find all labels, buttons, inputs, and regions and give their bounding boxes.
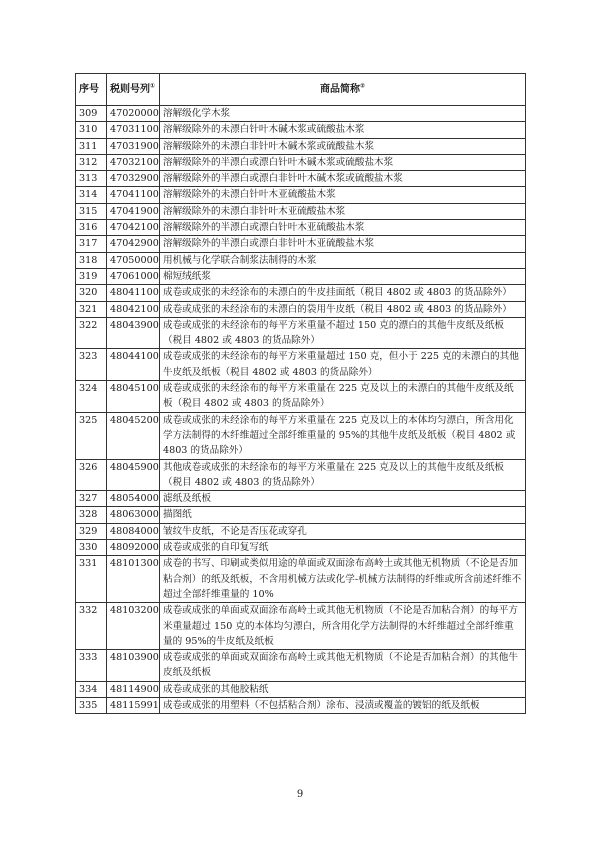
row-product-name: 溶解级除外的半漂白或漂白非针叶木亚硫酸盐木浆 bbox=[160, 236, 526, 252]
table-row bbox=[76, 650, 526, 682]
row-product-name: 成卷或成张的未经涂布的未漂白的牛皮挂面纸（税目 4802 或 4803 的货品除外） bbox=[160, 285, 526, 301]
row-serial-number: 335 bbox=[76, 697, 107, 713]
row-tariff-code: 48101300 bbox=[107, 556, 160, 603]
row-product-name: 描图纸 bbox=[160, 507, 526, 523]
table-row bbox=[76, 540, 526, 556]
row-tariff-code: 48043900 bbox=[107, 317, 160, 349]
table-header-row bbox=[76, 74, 526, 106]
row-product-name: 成卷或成张的单面或双面涂布高岭土或其他无机物质（不论是否加粘合剂）的每平方米重量超过 150 克的本体均匀漂白，所含用化学方法制得的木纤维超过全部纤维重量的 95%的牛皮纸及纸板 bbox=[160, 603, 526, 650]
row-product-name: 溶解级除外的未漂白针叶木碱木浆或硫酸盐木浆 bbox=[160, 122, 526, 138]
row-serial-number: 332 bbox=[76, 603, 107, 650]
row-serial-number: 325 bbox=[76, 412, 107, 459]
row-product-name: 棉短绒纸浆 bbox=[160, 268, 526, 284]
row-tariff-code: 47041100 bbox=[107, 187, 160, 203]
row-tariff-code: 48045100 bbox=[107, 381, 160, 413]
header-product-name: 商品简称② bbox=[160, 74, 526, 106]
row-product-name: 溶解级除外的半漂白或漂白针叶木碱木浆或硫酸盐木浆 bbox=[160, 154, 526, 170]
row-tariff-code: 47050000 bbox=[107, 252, 160, 268]
row-serial-number: 319 bbox=[76, 268, 107, 284]
row-product-name: 溶解级除外的未漂白针叶木亚硫酸盐木浆 bbox=[160, 187, 526, 203]
row-serial-number: 328 bbox=[76, 507, 107, 523]
table-body bbox=[76, 106, 526, 714]
table-row bbox=[76, 349, 526, 381]
row-serial-number: 321 bbox=[76, 301, 107, 317]
row-product-name: 成卷或成张的未经涂布的每平方米重量不超过 150 克的漂白的其他牛皮纸及纸板（税目 4802 或 4803 的货品除外） bbox=[160, 317, 526, 349]
row-tariff-code: 48041100 bbox=[107, 285, 160, 301]
footnote-mark-2: ② bbox=[359, 82, 366, 90]
table-row bbox=[76, 171, 526, 187]
row-serial-number: 326 bbox=[76, 459, 107, 491]
table-row bbox=[76, 106, 526, 122]
tariff-table bbox=[75, 73, 526, 714]
table-row bbox=[76, 459, 526, 491]
row-tariff-code: 48045900 bbox=[107, 459, 160, 491]
table-row bbox=[76, 122, 526, 138]
row-serial-number: 324 bbox=[76, 381, 107, 413]
row-tariff-code: 47042100 bbox=[107, 220, 160, 236]
row-tariff-code: 47042900 bbox=[107, 236, 160, 252]
table-row bbox=[76, 154, 526, 170]
row-serial-number: 315 bbox=[76, 203, 107, 219]
row-tariff-code: 47031900 bbox=[107, 138, 160, 154]
row-tariff-code: 47020000 bbox=[107, 106, 160, 122]
table-row bbox=[76, 523, 526, 539]
row-tariff-code: 47061000 bbox=[107, 268, 160, 284]
header-tariff-code: 税则号列① bbox=[107, 74, 160, 106]
row-product-name: 成卷或成张的未经涂布的每平方米重量超过 150 克，但小于 225 克的未漂白的其他牛皮纸及纸板（税目 4802 或 4803 的货品除外） bbox=[160, 349, 526, 381]
row-serial-number: 316 bbox=[76, 220, 107, 236]
row-tariff-code: 48103900 bbox=[107, 650, 160, 682]
row-serial-number: 317 bbox=[76, 236, 107, 252]
row-tariff-code: 48084000 bbox=[107, 523, 160, 539]
row-serial-number: 334 bbox=[76, 681, 107, 697]
row-serial-number: 330 bbox=[76, 540, 107, 556]
row-product-name: 其他成卷或成张的未经涂布的每平方米重量在 225 克及以上的其他牛皮纸及纸板（税目 4802 或 4803 的货品除外） bbox=[160, 459, 526, 491]
row-product-name: 成卷或成张的单面或双面涂布高岭土或其他无机物质（不论是否加粘合剂）的其他牛皮纸及纸板 bbox=[160, 650, 526, 682]
table-row bbox=[76, 268, 526, 284]
row-product-name: 溶解级化学木浆 bbox=[160, 106, 526, 122]
row-serial-number: 312 bbox=[76, 154, 107, 170]
table-row bbox=[76, 317, 526, 349]
header-serial-number: 序号 bbox=[76, 74, 107, 106]
table-row bbox=[76, 203, 526, 219]
row-product-name: 溶解级除外的未漂白非针叶木碱木浆或硫酸盐木浆 bbox=[160, 138, 526, 154]
row-tariff-code: 48044100 bbox=[107, 349, 160, 381]
table-row bbox=[76, 507, 526, 523]
row-tariff-code: 48045200 bbox=[107, 412, 160, 459]
row-serial-number: 318 bbox=[76, 252, 107, 268]
row-serial-number: 331 bbox=[76, 556, 107, 603]
row-serial-number: 309 bbox=[76, 106, 107, 122]
row-serial-number: 314 bbox=[76, 187, 107, 203]
row-serial-number: 310 bbox=[76, 122, 107, 138]
page-number: 9 bbox=[296, 789, 304, 800]
row-product-name: 溶解级除外的未漂白非针叶木亚硫酸盐木浆 bbox=[160, 203, 526, 219]
table-row bbox=[76, 697, 526, 713]
footnote-mark-1: ① bbox=[150, 82, 156, 90]
table-row bbox=[76, 301, 526, 317]
row-tariff-code: 48115991 bbox=[107, 697, 160, 713]
row-tariff-code: 48092000 bbox=[107, 540, 160, 556]
table-row bbox=[76, 138, 526, 154]
row-product-name: 溶解级除外的半漂白或漂白针叶木亚硫酸盐木浆 bbox=[160, 220, 526, 236]
table-row bbox=[76, 556, 526, 603]
table-row bbox=[76, 236, 526, 252]
row-product-name: 用机械与化学联合制浆法制得的木浆 bbox=[160, 252, 526, 268]
row-tariff-code: 48042100 bbox=[107, 301, 160, 317]
row-serial-number: 311 bbox=[76, 138, 107, 154]
row-product-name: 成卷或成张的未经涂布的未漂白的袋用牛皮纸（税目 4802 或 4803 的货品除外） bbox=[160, 301, 526, 317]
row-tariff-code: 48063000 bbox=[107, 507, 160, 523]
row-tariff-code: 48114900 bbox=[107, 681, 160, 697]
table-row bbox=[76, 381, 526, 413]
table-row bbox=[76, 603, 526, 650]
row-serial-number: 322 bbox=[76, 317, 107, 349]
table-row bbox=[76, 187, 526, 203]
table-row bbox=[76, 412, 526, 459]
row-product-name: 溶解级除外的半漂白或漂白非针叶木碱木浆或硫酸盐木浆 bbox=[160, 171, 526, 187]
table-row bbox=[76, 491, 526, 507]
row-product-name: 成卷或成张的用塑料（不包括粘合剂）涂布、浸渍或覆盖的镀铝的纸及纸板 bbox=[160, 697, 526, 713]
table-row bbox=[76, 681, 526, 697]
row-product-name: 成卷或成张的其他胶粘纸 bbox=[160, 681, 526, 697]
table-row bbox=[76, 220, 526, 236]
row-serial-number: 333 bbox=[76, 650, 107, 682]
table-row bbox=[76, 285, 526, 301]
row-serial-number: 329 bbox=[76, 523, 107, 539]
row-tariff-code: 48103200 bbox=[107, 603, 160, 650]
row-product-name: 成卷或成张的自印复写纸 bbox=[160, 540, 526, 556]
row-tariff-code: 47041900 bbox=[107, 203, 160, 219]
row-tariff-code: 47032100 bbox=[107, 154, 160, 170]
row-tariff-code: 47031100 bbox=[107, 122, 160, 138]
row-serial-number: 313 bbox=[76, 171, 107, 187]
row-serial-number: 320 bbox=[76, 285, 107, 301]
row-product-name: 成卷的书写、印刷或类似用途的单面或双面涂布高岭土或其他无机物质（不论是否加粘合剂）的纸及纸板，不含用机械方法或化学-机械方法制得的纤维或所含前述纤维不超过全部纤维重量的 10% bbox=[160, 556, 526, 603]
table-row bbox=[76, 252, 526, 268]
row-product-name: 成卷或成张的未经涂布的每平方米重量在 225 克及以上的本体均匀漂白，所含用化学方法制得的木纤维超过全部纤维重量的 95%的其他牛皮纸及纸板（税目 4802 或 4803 的货品除外） bbox=[160, 412, 526, 459]
row-tariff-code: 47032900 bbox=[107, 171, 160, 187]
row-tariff-code: 48054000 bbox=[107, 491, 160, 507]
row-serial-number: 323 bbox=[76, 349, 107, 381]
row-product-name: 滤纸及纸板 bbox=[160, 491, 526, 507]
row-product-name: 成卷或成张的未经涂布的每平方米重量在 225 克及以上的未漂白的其他牛皮纸及纸板（税目 4802 或 4803 的货品除外） bbox=[160, 381, 526, 413]
row-serial-number: 327 bbox=[76, 491, 107, 507]
row-product-name: 皱纹牛皮纸，不论是否压花或穿孔 bbox=[160, 523, 526, 539]
